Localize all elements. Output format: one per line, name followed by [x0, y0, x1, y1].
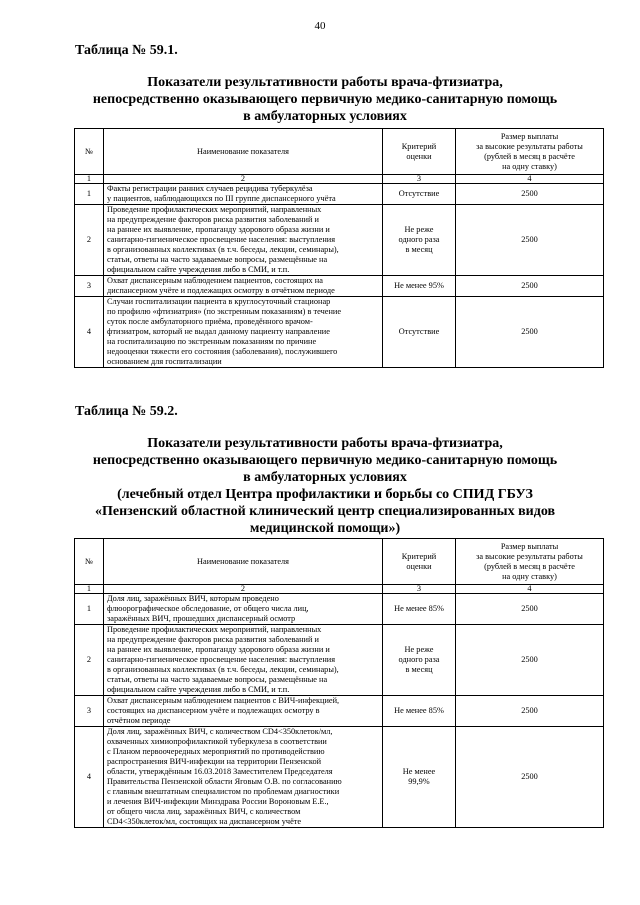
table-row: [75, 184, 604, 205]
payment: 2500: [456, 625, 604, 696]
header-row: [75, 539, 604, 585]
header-row: [75, 129, 604, 175]
cell-line: на предупреждение факторов риска развития заболеваний и: [107, 635, 319, 644]
cell-line: охваченных химиопрофилактикой туберкулеза в соответствии: [107, 737, 327, 746]
cell-line: на предупреждение факторов риска развития заболеваний и: [107, 215, 319, 224]
column-index-row: [75, 585, 604, 594]
cell-line: Не менее 85%: [394, 604, 444, 613]
title-line: Показатели результативности работы врача-фтизиатра,: [147, 75, 503, 90]
cell-line: Не реже: [404, 225, 434, 234]
indicator-name: [104, 276, 383, 297]
cell-line: заражённых ВИЧ, прошедших диспансерный осмотр: [107, 614, 296, 623]
cell-line: Случаи госпитализации пациента в круглосуточный стационар: [107, 297, 331, 306]
cell-line: фтизиатром, который не выдал данному пациенту направление: [107, 327, 330, 336]
table-row: [75, 205, 604, 276]
cell-line: основанием для госпитализации: [107, 357, 222, 366]
cell-line: недооценки тяжести его состояния (заболевания), послужившего: [107, 347, 338, 356]
table-row: [75, 276, 604, 297]
indicator-name: [104, 297, 383, 368]
column-index: 2: [104, 585, 383, 594]
payment: 2500: [456, 594, 604, 625]
table-1-title: [70, 74, 580, 125]
column-index: 3: [383, 175, 456, 184]
criterion: [383, 696, 456, 727]
table-row: [75, 594, 604, 625]
column-index: 2: [104, 175, 383, 184]
column-index: 3: [383, 585, 456, 594]
indicator-name: [104, 594, 383, 625]
cell-line: Критерий: [401, 551, 437, 561]
cell-line: области, утверждённым 16.03.2018 Заместителем Председателя: [107, 767, 333, 776]
cell-line: на одну ставку): [502, 161, 557, 171]
title-line: непосредственно оказывающего первичную медико-санитарную помощь: [92, 453, 558, 468]
criterion: [383, 297, 456, 368]
cell-line: санитарно-гигиеническое просвещение населения: выступления: [107, 655, 336, 664]
cell-line: суток после амбулаторного приёма, проведённого врачом-: [107, 317, 313, 326]
cell-line: на одну ставку): [502, 571, 557, 581]
row-number: 1: [75, 594, 104, 625]
criterion: [383, 727, 456, 828]
cell-line: Не менее 95%: [394, 281, 444, 290]
cell-line: оценки: [406, 561, 432, 571]
header-num: №: [75, 539, 104, 585]
cell-line: Охват диспансерным наблюдением пациентов, состоящих на: [107, 276, 323, 285]
title-line: «Пензенский областной клинический центр специализированных видов: [94, 504, 556, 519]
row-number: 2: [75, 625, 104, 696]
indicator-name: [104, 625, 383, 696]
header-num: №: [75, 129, 104, 175]
cell-line: Не менее: [402, 767, 436, 776]
cell-line: на госпитализацию по экстренным показаниям по причине: [107, 337, 317, 346]
title-line: непосредственно оказывающего первичную медико-санитарную помощь: [92, 92, 558, 107]
column-index-row: [75, 175, 604, 184]
page-number: 40: [314, 20, 326, 32]
criterion: [383, 184, 456, 205]
title-line: в амбулаторных условиях: [243, 470, 407, 485]
cell-line: на раннее их выявление, пропаганду здорового образа жизни и: [107, 225, 330, 234]
cell-line: статьи, ответы на часто задаваемые вопросы, размещённые на: [107, 675, 328, 684]
cell-line: Критерий: [401, 141, 437, 151]
table-2: [74, 538, 604, 828]
cell-line: Размер выплаты: [500, 131, 559, 141]
cell-line: от общего числа лиц, заражённых ВИЧ, с количеством: [107, 807, 301, 816]
cell-line: (рублей в месяц в расчёте: [484, 561, 575, 571]
indicator-name: [104, 205, 383, 276]
payment: 2500: [456, 696, 604, 727]
header-criterion: [383, 539, 456, 585]
row-number: 4: [75, 297, 104, 368]
header-payment: [456, 129, 604, 175]
column-index: 4: [456, 175, 604, 184]
cell-line: Доля лиц, заражённых ВИЧ, с количеством CD4<350клеток/мл,: [107, 727, 333, 736]
criterion: [383, 625, 456, 696]
table-row: [75, 696, 604, 727]
cell-line: флюорографическое обследование, от общего числа лиц,: [107, 604, 309, 613]
cell-line: по профилю «фтизиатрия» (по экстренным показаниям) в течение: [107, 307, 342, 316]
row-number: 2: [75, 205, 104, 276]
cell-line: в организованных коллективах (в т.ч. беседы, лекции, семинары),: [107, 245, 339, 254]
cell-line: Правительства Пензенской области Яговым О.В. по согласованию: [107, 777, 342, 786]
table-1: [74, 128, 604, 368]
title-line: Показатели результативности работы врача-фтизиатра,: [147, 436, 503, 451]
table-row: [75, 625, 604, 696]
header-name: Наименование показателя: [104, 539, 383, 585]
indicator-name: [104, 727, 383, 828]
indicator-name: [104, 184, 383, 205]
cell-line: Размер выплаты: [500, 541, 559, 551]
table-2-title: [70, 435, 580, 537]
cell-line: Не менее 85%: [394, 706, 444, 715]
payment: 2500: [456, 205, 604, 276]
cell-line: за высокие результаты работы: [476, 141, 583, 151]
cell-line: Охват диспансерным наблюдением пациентов с ВИЧ-инфекцией,: [107, 696, 340, 705]
cell-line: диспансерном учёте и подлежащих осмотру в отчётном периоде: [107, 286, 335, 295]
cell-line: Отсутствие: [398, 327, 440, 336]
cell-line: CD4<350клеток/мл, состоящих на диспансерном учёте: [107, 817, 302, 826]
row-number: 3: [75, 276, 104, 297]
table-2-label: Таблица № 59.2.: [75, 404, 178, 419]
cell-line: санитарно-гигиеническое просвещение населения: выступления: [107, 235, 336, 244]
cell-line: Доля лиц, заражённых ВИЧ, которым проведено: [107, 594, 279, 603]
cell-line: 99,9%: [408, 777, 430, 786]
payment: 2500: [456, 727, 604, 828]
header-criterion: [383, 129, 456, 175]
cell-line: статьи, ответы на часто задаваемые вопросы, размещённые на: [107, 255, 328, 264]
cell-line: Факты регистрации ранних случаев рецидива туберкулёза: [107, 184, 313, 193]
title-line: медицинской помощи»): [249, 521, 401, 536]
payment: 2500: [456, 297, 604, 368]
cell-line: (рублей в месяц в расчёте: [484, 151, 575, 161]
table-row: [75, 727, 604, 828]
cell-line: на раннее их выявление, пропаганду здорового образа жизни и: [107, 645, 330, 654]
table-row: [75, 297, 604, 368]
cell-line: в месяц: [405, 245, 433, 254]
cell-line: состоящих на диспансерном учёте и подлежащих осмотру в: [107, 706, 320, 715]
criterion: [383, 276, 456, 297]
indicator-name: [104, 696, 383, 727]
cell-line: за высокие результаты работы: [476, 551, 583, 561]
cell-line: Проведение профилактических мероприятий, направленных: [107, 205, 322, 214]
cell-line: оценки: [406, 151, 432, 161]
row-number: 1: [75, 184, 104, 205]
cell-line: с Планом первоочередных мероприятий по противодействию: [107, 747, 325, 756]
cell-line: в организованных коллективах (в т.ч. беседы, лекции, семинары),: [107, 665, 339, 674]
cell-line: и лечения ВИЧ-инфекции Минздрава России Вороновым Е.Е.,: [107, 797, 329, 806]
cell-line: в месяц: [405, 665, 433, 674]
payment: 2500: [456, 184, 604, 205]
column-index: 4: [456, 585, 604, 594]
cell-line: Проведение профилактических мероприятий, направленных: [107, 625, 322, 634]
cell-line: распространения ВИЧ-инфекции на территории Пензенской: [107, 757, 322, 766]
cell-line: официальном сайте учреждения либо в СМИ, и т.п.: [107, 265, 290, 274]
table-1-label: Таблица № 59.1.: [75, 43, 178, 58]
cell-line: с главным внештатным специалистом по проблемам диагностики: [107, 787, 340, 796]
cell-line: одного раза: [398, 235, 440, 244]
criterion: [383, 594, 456, 625]
cell-line: одного раза: [398, 655, 440, 664]
cell-line: у пациентов, наблюдающихся по III группе диспансерного учёта: [107, 194, 336, 203]
header-payment: [456, 539, 604, 585]
row-number: 3: [75, 696, 104, 727]
title-line: (лечебный отдел Центра профилактики и борьбы со СПИД ГБУЗ: [117, 487, 533, 502]
cell-line: Отсутствие: [398, 189, 440, 198]
column-index: 1: [75, 175, 104, 184]
cell-line: официальном сайте учреждения либо в СМИ, и т.п.: [107, 685, 290, 694]
cell-line: отчётном периоде: [107, 716, 171, 725]
cell-line: Не реже: [404, 645, 434, 654]
criterion: [383, 205, 456, 276]
header-name: Наименование показателя: [104, 129, 383, 175]
payment: 2500: [456, 276, 604, 297]
column-index: 1: [75, 585, 104, 594]
row-number: 4: [75, 727, 104, 828]
title-line: в амбулаторных условиях: [243, 109, 407, 124]
